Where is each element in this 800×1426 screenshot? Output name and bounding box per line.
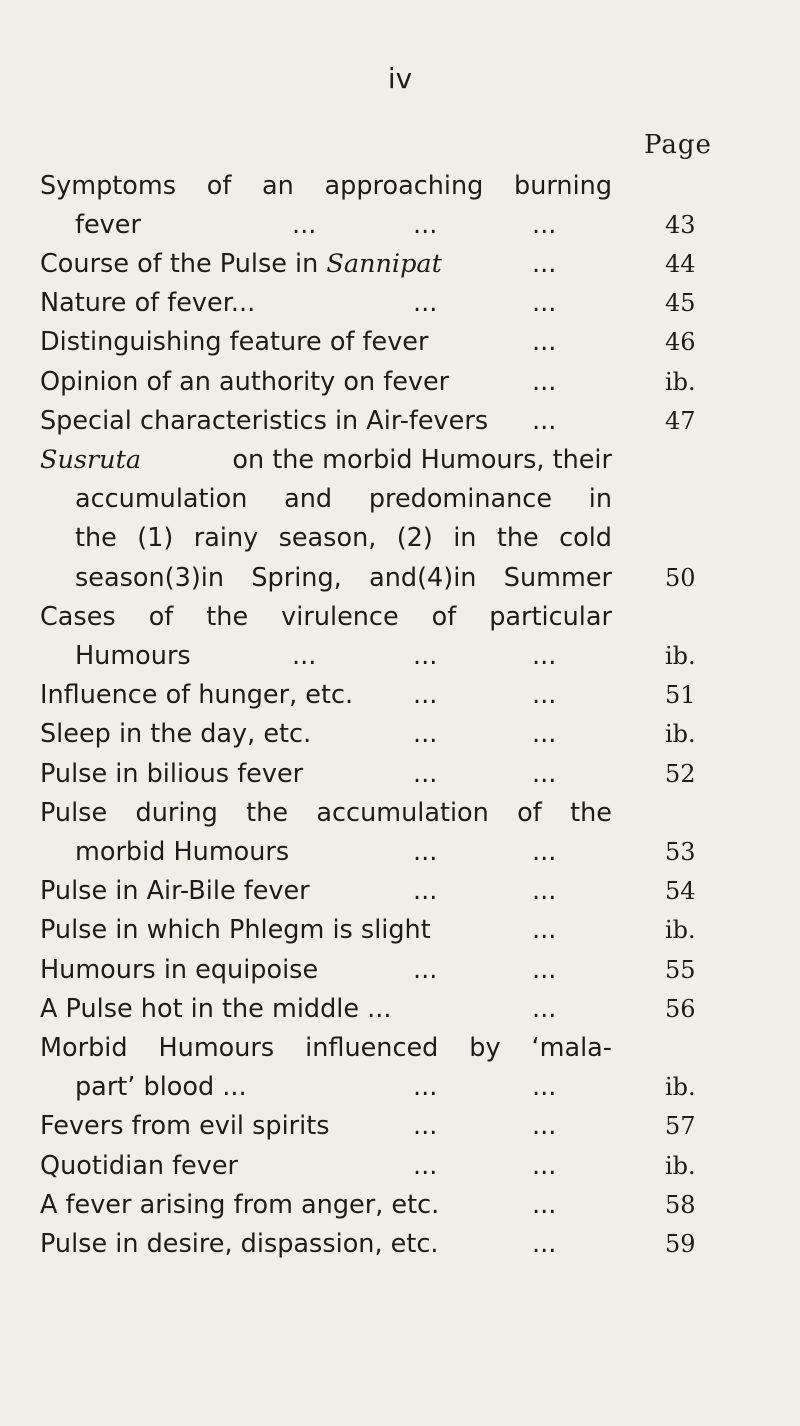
- page-ref: 53: [665, 838, 696, 866]
- leader-dots: ...: [413, 837, 438, 867]
- entry-text: part’ blood ...: [75, 1072, 247, 1102]
- page-ref: 47: [665, 407, 696, 435]
- entry-text: Pulse in which Phlegm is slight: [40, 915, 431, 945]
- entry-text: Influence of hunger, etc.: [40, 680, 354, 710]
- toc-entry: [0, 910, 800, 950]
- page-ref: 43: [665, 211, 696, 239]
- toc-entry: [0, 989, 800, 1029]
- entry-text: Pulse in bilious fever: [40, 759, 304, 789]
- toc-entry: [0, 283, 800, 323]
- toc-entry: [0, 440, 800, 480]
- toc-entry: [0, 675, 800, 715]
- page-ref: 58: [665, 1191, 696, 1219]
- entry-text: A fever arising from anger, etc.: [40, 1190, 440, 1220]
- toc-entry: [0, 1146, 800, 1186]
- leader-dots: ...: [413, 680, 438, 710]
- page-ref: ib.: [665, 916, 696, 944]
- toc-entry: [0, 754, 800, 794]
- page-ref: ib.: [665, 1073, 696, 1101]
- toc-entry-continuation: [0, 518, 800, 558]
- page-ref: 59: [665, 1230, 696, 1258]
- entry-text: Pulse during the accumulation of the: [40, 798, 612, 828]
- toc-entry: [0, 166, 800, 206]
- entry-text: Pulse in Air-Bile fever: [40, 876, 310, 906]
- page-ref: 57: [665, 1112, 696, 1140]
- leader-dots: ...: [413, 719, 438, 749]
- leader-dots: ...: [532, 915, 557, 945]
- leader-dots: ...: [532, 641, 557, 671]
- page-ref: 44: [665, 250, 696, 278]
- leader-dots: ...: [532, 367, 557, 397]
- entry-text: Course of the Pulse in Sannipat: [40, 249, 442, 279]
- leader-dots: ...: [413, 1151, 438, 1181]
- entry-text: Nature of fever...: [40, 288, 256, 318]
- entry-text: Morbid Humours influenced by ‘mala-: [40, 1033, 612, 1063]
- entry-text: season(3)in Spring, and(4)in Summer: [75, 563, 612, 593]
- toc-entry-continuation: [0, 636, 800, 676]
- toc-entry: [0, 244, 800, 284]
- leader-dots: ...: [532, 955, 557, 985]
- leader-dots: ...: [532, 719, 557, 749]
- page-ref: 52: [665, 760, 696, 788]
- leader-dots: ...: [413, 1072, 438, 1102]
- toc-entry-continuation: [0, 1067, 800, 1107]
- leader-dots: ...: [532, 680, 557, 710]
- entry-text: Quotidian fever: [40, 1151, 239, 1181]
- page-ref: 50: [665, 564, 696, 592]
- page-ref: ib.: [665, 720, 696, 748]
- entry-text: Distinguishing feature of fever: [40, 327, 429, 357]
- leader-dots: ...: [532, 876, 557, 906]
- toc-entry: [0, 362, 800, 402]
- page-ref: 54: [665, 877, 696, 905]
- page-ref: 56: [665, 995, 696, 1023]
- entry-italic: Susruta: [40, 445, 142, 475]
- entry-text: Susruta on the morbid Humours, their: [40, 445, 612, 475]
- entry-text: Humours in equipoise: [40, 955, 319, 985]
- leader-dots: ...: [532, 1151, 557, 1181]
- leader-dots: ...: [413, 876, 438, 906]
- page-ref: ib.: [665, 1152, 696, 1180]
- leader-dots: ...: [532, 406, 557, 436]
- leader-dots: ...: [532, 210, 557, 240]
- leader-dots: ...: [532, 1072, 557, 1102]
- page-ref: ib.: [665, 368, 696, 396]
- entry-text: accumulation and predominance in: [75, 484, 612, 514]
- toc-entry: [0, 950, 800, 990]
- leader-dots: ...: [413, 1111, 438, 1141]
- leader-dots: ...: [292, 641, 317, 671]
- entry-text: Sleep in the day, etc.: [40, 719, 312, 749]
- leader-dots: ...: [532, 249, 557, 279]
- entry-text: morbid Humours: [75, 837, 290, 867]
- leader-dots: ...: [532, 1229, 557, 1259]
- leader-dots: ...: [413, 641, 438, 671]
- leader-dots: ...: [413, 288, 438, 318]
- page-ref: 55: [665, 956, 696, 984]
- toc-entry: [0, 597, 800, 637]
- page-column-heading: Page: [644, 130, 712, 160]
- entry-text: Fevers from evil spirits: [40, 1111, 330, 1141]
- leader-dots: ...: [292, 210, 317, 240]
- leader-dots: ...: [532, 994, 557, 1024]
- leader-dots: ...: [413, 759, 438, 789]
- toc-entry: [0, 1106, 800, 1146]
- toc-entry: [0, 871, 800, 911]
- leader-dots: ...: [532, 759, 557, 789]
- page-ref: ib.: [665, 642, 696, 670]
- toc-entry: [0, 714, 800, 754]
- toc-entry-continuation: [0, 205, 800, 245]
- toc-entry: [0, 1028, 800, 1068]
- entry-text: Cases of the virulence of particular: [40, 602, 612, 632]
- page-ref: 45: [665, 289, 696, 317]
- entry-italic: Sannipat: [326, 249, 442, 279]
- leader-dots: ...: [413, 955, 438, 985]
- entry-text: Symptoms of an approaching burning: [40, 171, 612, 201]
- toc-entry: [0, 322, 800, 362]
- leader-dots: ...: [413, 210, 438, 240]
- entry-text: Humours: [75, 641, 191, 671]
- entry-text: the (1) rainy season, (2) in the cold: [75, 523, 612, 553]
- page-number: iv: [387, 62, 413, 95]
- toc-entry-continuation: [0, 479, 800, 519]
- toc-entry-continuation: [0, 558, 800, 598]
- toc-entry: [0, 1185, 800, 1225]
- entry-text: fever: [75, 210, 141, 240]
- toc-entry: [0, 1224, 800, 1264]
- page-ref: 46: [665, 328, 696, 356]
- entry-text: Special characteristics in Air-fevers: [40, 406, 489, 436]
- toc-entry-continuation: [0, 832, 800, 872]
- leader-dots: ...: [532, 1111, 557, 1141]
- toc-entry: [0, 793, 800, 833]
- entry-text: A Pulse hot in the middle ...: [40, 994, 392, 1024]
- toc-entry: [0, 401, 800, 441]
- leader-dots: ...: [532, 327, 557, 357]
- leader-dots: ...: [532, 1190, 557, 1220]
- leader-dots: ...: [532, 837, 557, 867]
- leader-dots: ...: [532, 288, 557, 318]
- entry-text: Pulse in desire, dispassion, etc.: [40, 1229, 439, 1259]
- page-ref: 51: [665, 681, 696, 709]
- entry-text: Opinion of an authority on fever: [40, 367, 450, 397]
